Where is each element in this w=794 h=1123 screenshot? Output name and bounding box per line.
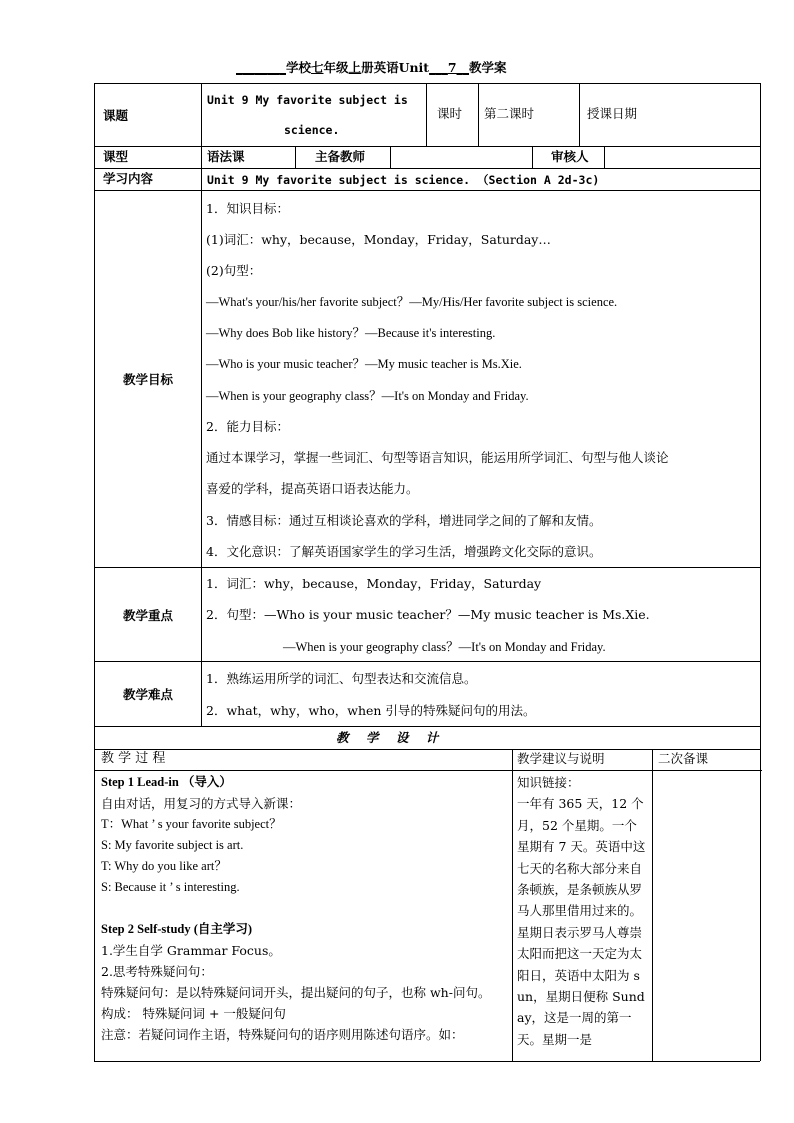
step2-line: 构成： 特殊疑问词 + 一般疑问句 (101, 1006, 286, 1021)
date-label: 授课日期 (587, 106, 638, 121)
col-process-header: 教 学 过 程 (101, 751, 166, 766)
difficulties-label: 教学难点 (122, 687, 173, 702)
title-doc-type: 教学案 (469, 60, 507, 75)
key-point-line: 2．句型：—Who is your music teacher？—My music teacher is Ms.Xie. (206, 607, 650, 622)
step2-line: 1.学生自学 Grammar Focus。 (101, 943, 281, 958)
objective-line: 喜爱的学科，提高英语口语表达能力。 (206, 481, 419, 496)
period-value: 第二课时 (484, 106, 535, 121)
period-label: 课时 (437, 106, 463, 121)
key-point-line: —When is your geography class？—It's on Monday and Friday. (283, 640, 606, 654)
title-unit-blank: ___ (429, 60, 448, 75)
topic-value-line1: Unit 9 My favorite subject is (207, 93, 408, 107)
content-value: Unit 9 My favorite subject is science. （Section A 2d-3c) (207, 173, 600, 187)
content-label: 学习内容 (103, 171, 154, 186)
step1-line: T: Why do you like art？ (101, 859, 227, 873)
objective-line: 1．知识目标： (206, 201, 289, 216)
step1-line: S: Because it ’ s interesting. (101, 880, 240, 894)
objective-line: 3．情感目标：通过互相谈论喜欢的学科，增进同学之间的了解和友情。 (206, 513, 602, 528)
advice-content (517, 772, 647, 1050)
difficulty-line: 1．熟练运用所学的词汇、句型表达和交流信息。 (206, 671, 477, 686)
col-advice-header: 教学建议与说明 (517, 751, 605, 766)
difficulty-line: 2．what，why，who，when 引导的特殊疑问句的用法。 (206, 703, 536, 718)
objective-line: —When is your geography class？—It's on Monday and Friday. (206, 389, 529, 403)
step1-line: 自由对话，用复习的方式导入新课： (101, 796, 302, 811)
title-grade-value: 七 (311, 60, 324, 75)
advice-text: 一年有 365 天，12 个月，52 个星期。一个星期有 7 天。英语中这七天的名称大部分来自条顿族，是条顿族从罗马人那里借用过来的。星期日表示罗马人尊崇太阳而把这一天定为太阳日，英语中太阳为 sun，星期日便称 Sunday，这是一周的第一天。星期一是 (517, 796, 646, 1047)
type-value: 语法课 (207, 149, 245, 164)
title-unit-no: 7 (447, 60, 457, 75)
step2-line: 注意：若疑问词作主语，特殊疑问句的语序则用陈述句语序。如： (101, 1027, 464, 1042)
teacher-label: 主备教师 (315, 149, 366, 164)
objective-line: —What's your/his/her favorite subject？—My/His/Her favorite subject is science. (206, 295, 618, 309)
objective-line: (1)词汇：why，because，Monday，Friday，Saturday… (206, 232, 551, 247)
process-content (101, 772, 506, 1045)
design-title: 教 学 设 计 (336, 730, 439, 745)
reviewer-label: 审核人 (551, 149, 589, 164)
topic-value-line2: science. (284, 123, 340, 137)
objective-line: 4．文化意识：了解英语国家学生的学习生活，增强跨文化交际的意识。 (206, 544, 602, 559)
step1-line: S: My favorite subject is art. (101, 838, 244, 852)
title-term-value: 上 (348, 60, 362, 75)
key-points-label: 教学重点 (122, 607, 173, 623)
title-school: 学校 (286, 60, 312, 75)
step2-title: Step 2 Self-study (自主学习) (101, 922, 253, 936)
objective-line: 2．能力目标： (206, 419, 289, 434)
step2-line: 2.思考特殊疑问句： (101, 964, 213, 979)
objectives-label: 教学目标 (122, 372, 173, 387)
title-unit-blank2: __ (456, 60, 470, 75)
title-subject: 册英语Unit (361, 60, 430, 75)
key-point-line: 1．词汇：why，because，Monday，Friday，Saturday (206, 576, 542, 591)
objective-line: (2)句型： (206, 263, 262, 278)
objective-line: —Why does Bob like history？—Because it's interesting. (206, 326, 496, 340)
page-title (236, 58, 507, 78)
type-label: 课型 (103, 149, 129, 164)
advice-heading: 知识链接： (517, 775, 580, 790)
col-prep-header: 二次备课 (658, 751, 709, 766)
step1-line: T：What ’ s your favorite subject？ (101, 817, 282, 831)
title-grade: 年级 (323, 60, 349, 75)
objective-line: 通过本课学习，掌握一些词汇、句型等语言知识，能运用所学词汇、句型与他人谈论 (206, 450, 669, 465)
step2-line: 特殊疑问句：是以特殊疑问词开头，提出疑问的句子，也称 wh-问句。 (101, 985, 491, 1000)
step1-title: Step 1 Lead-in （导入） (101, 775, 232, 789)
topic-label: 课题 (103, 108, 129, 123)
objective-line: —Who is your music teacher？—My music teacher is Ms.Xie. (206, 357, 522, 371)
blank-school: ________ (236, 60, 286, 75)
